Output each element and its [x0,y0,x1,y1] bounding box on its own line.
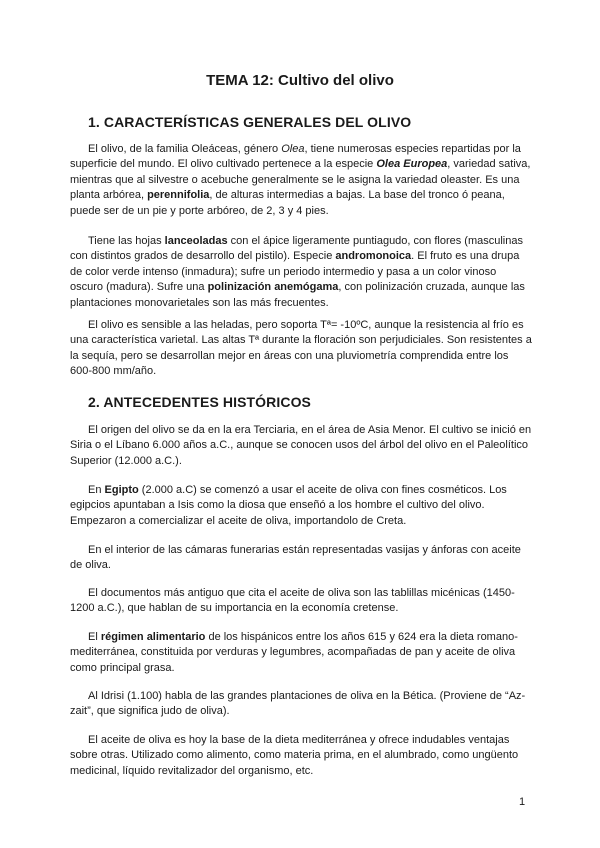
text-run: de los hispánicos entre los años 615 y 624 era la dieta romano-mediterránea, constituida por verduras y legumbres, acompañadas de pan y aceite de oliva como principal grasa. [70,631,518,674]
text-run: En el interior de las cámaras funerarias están representadas vasijas y ánforas con aceite de oliva. [70,544,521,572]
text-run: , variedad sativa, mientras que al silvestre o acebuche generalmente se le asigna la variedad oleaster. Es una planta arbórea, [70,158,531,202]
section-heading: 1. CARACTERÍSTICAS GENERALES DEL OLIVO [88,114,412,130]
paragraph [70,423,532,469]
emphasis-text: andromonoica [335,250,412,263]
emphasis-text: perennifolia [147,189,210,202]
emphasis-text: polinización anemógama [207,281,339,294]
text-run: El origen del olivo se da en la era Terciaria, en el área de Asia Menor. El cultivo se inició en Siria o el Líbano 6.000 años a.C., aunque se conocen usos del árbol del olivo en el Paleolítico Superior (12.000 a.C.). [70,424,532,467]
emphasis-text: régimen alimentario [100,631,206,643]
section-heading: 2. ANTECEDENTES HISTÓRICOS [88,394,311,410]
text-run: El aceite de oliva es hoy la base de la dieta mediterránea y ofrece indudables ventajas sobre otras. Utilizado como alimento, como materia prima, en el alumbrado, como ungüento medicinal, líquido revitalizador del organismo, etc. [70,734,519,777]
paragraph [70,543,532,574]
text-run: Tiene las hojas [88,235,165,247]
text-run: , con polinización cruzada, aunque las plantaciones monovarietales son las más frecuentes. [70,281,525,309]
paragraph [70,483,532,529]
text-run: , de alturas intermedias a bajas. La base del tronco ó peana, puede ser de un pie y porte arbóreo, de 2, 3 y 4 pies. [70,189,505,217]
emphasis-text: Egipto [104,484,139,496]
text-run: , tiene numerosas especies repartidas por la superficie del mundo. El olivo cultivado pertenece a la especie [70,143,521,171]
text-run: El documentos más antiguo que cita el aceite de oliva son las tablillas micénicas (1450-1200 a.C.), que hablan de su importancia en la economía cretense. [70,587,515,615]
paragraph [70,142,532,219]
text-run: (2.000 a.C) se comenzó a usar el aceite de oliva con fines cosméticos. Los egipcios apuntaban a Isis como la diosa que enseñó a los hombre el cultivo del olivo. Empezaron a comercializar el aceite de oliva, importandolo de Creta. [70,484,507,527]
paragraph [70,586,532,617]
paragraph [70,689,532,720]
text-run: Olea [281,143,305,155]
text-run: El olivo es sensible a las heladas, pero soporta Tª= -10ºC, aunque la resistencia al frío es una característica varietal. Las altas Tª durante la floración son perjudiciales. Son resistentes a la sequía, pero se desarrollan mejor en áreas con una pluviometría comprendida entre los 600-800 mm/año. [70,319,532,378]
page-title: TEMA 12: Cultivo del olivo [206,72,394,89]
emphasis-text: lanceoladas [164,235,228,247]
emphasis-text: Olea Europea [376,158,448,171]
text-run: El [88,631,101,643]
paragraph [70,234,532,311]
text-run: Al Idrisi (1.100) habla de las grandes plantaciones de oliva en la Bética. (Proviene de “Az-zait”, que significa judo de oliva). [70,690,526,718]
text-run: . El fruto es una drupa de color verde intenso (inmadura); sufre un periodo intermedio y pasa a un color vinoso oscuro (madura). Sufre una [70,250,520,294]
paragraph [70,318,532,380]
text-run: En [88,484,105,496]
paragraph [70,733,532,779]
paragraph [70,630,532,676]
text-run: El olivo, de la familia Oleáceas, género [88,143,282,155]
page-number: 1 [519,796,526,808]
text-run: con el ápice ligeramente puntiagudo, con flores (masculinas con distintos grados de desarrollo del pistilo). Especie [70,235,523,263]
